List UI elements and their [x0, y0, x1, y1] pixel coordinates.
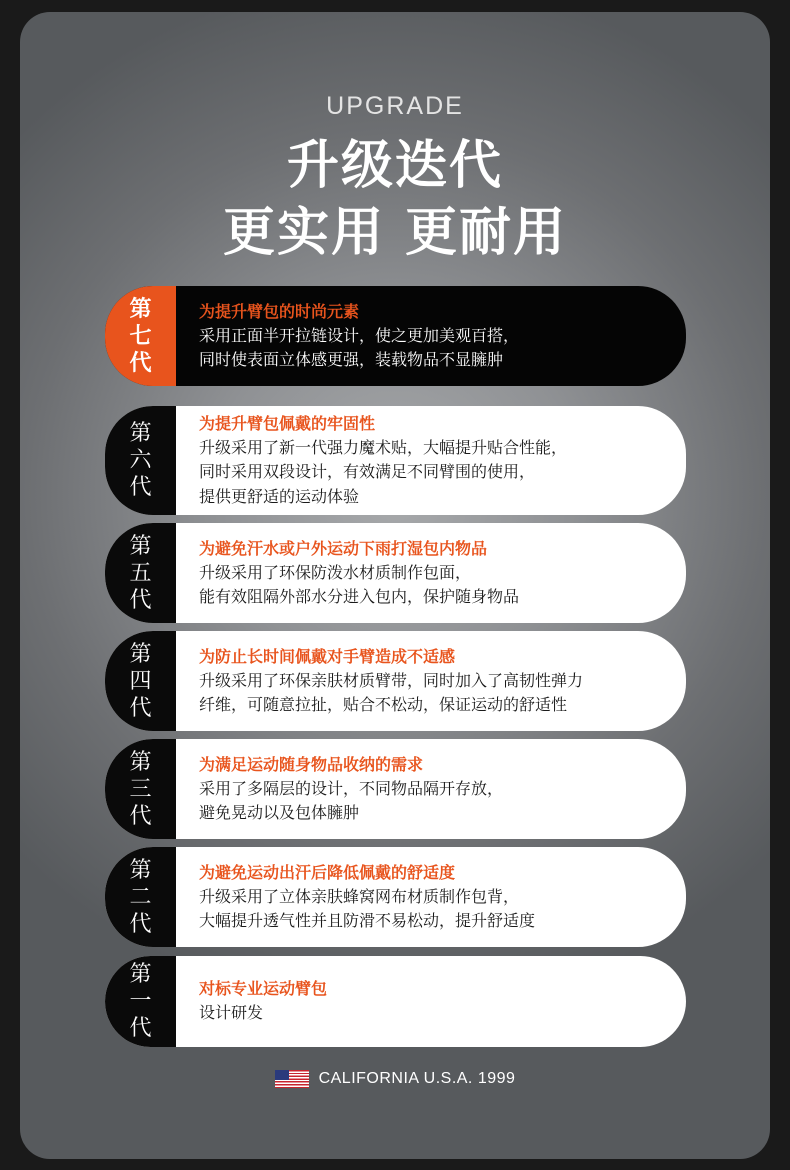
generation-card-1 — [105, 956, 686, 1047]
badge-char: 代 — [129, 911, 152, 937]
badge-char: 第 — [129, 749, 152, 775]
generation-desc-line: 大幅提升透气性并且防滑不易松动，提升舒适度 — [199, 911, 536, 930]
generation-desc-line: 采用了多隔层的设计，不同物品隔开存放， — [199, 778, 504, 798]
generation-desc-line: 能有效阻隔外部水分进入包内，保护随身物品 — [199, 587, 520, 606]
badge-char: 三 — [129, 776, 152, 802]
generation-heading: 对标专业运动臂包 — [199, 979, 328, 999]
generation-desc-line: 避免晃动以及包体臃肿 — [199, 803, 360, 822]
badge-char: 代 — [129, 1016, 152, 1041]
badge-char: 一 — [129, 989, 152, 1014]
generation-desc-line: 纤维，可随意拉扯，贴合不松动，保证运动的舒适性 — [199, 695, 568, 714]
generation-desc-line: 升级采用了立体亲肤蜂窝网布材质制作包背， — [199, 886, 520, 906]
generation-card-3 — [105, 739, 686, 839]
generation-desc-line: 提供更舒适的运动体验 — [199, 486, 360, 506]
generation-body — [176, 406, 567, 515]
generation-desc-line: 采用正面半开拉链设计，使之更加美观百搭， — [199, 325, 520, 345]
generation-card-6 — [105, 406, 686, 515]
generation-badge — [105, 523, 176, 623]
generation-badge — [105, 286, 176, 386]
generation-heading: 为避免汗水或户外运动下雨打湿包内物品 — [199, 538, 488, 558]
generation-body — [176, 523, 519, 623]
upgrade-poster — [20, 12, 770, 1159]
brand-footer — [20, 1070, 770, 1088]
badge-char: 代 — [129, 803, 152, 829]
eyebrow-label: UPGRADE — [326, 92, 464, 120]
generation-card-2 — [105, 847, 686, 947]
badge-char: 第 — [129, 641, 152, 667]
generation-body — [176, 286, 519, 386]
generation-body — [176, 739, 503, 839]
generation-desc-line: 同时采用双段设计，有效满足不同臂围的使用， — [199, 462, 536, 482]
generation-heading: 为提升臂包的时尚元素 — [199, 301, 360, 321]
badge-char: 第 — [129, 962, 152, 987]
badge-char: 第 — [129, 421, 152, 446]
generation-card-7 — [105, 286, 686, 386]
generation-desc-line: 设计研发 — [199, 1003, 264, 1023]
generation-heading: 为满足运动随身物品收纳的需求 — [199, 754, 424, 774]
generation-body — [176, 631, 583, 731]
badge-char: 代 — [129, 695, 152, 721]
generation-body — [176, 847, 535, 947]
flag-canton — [275, 1070, 289, 1080]
page-title-line1: 升级迭代 — [286, 136, 503, 196]
generation-desc-line: 升级采用了环保亲肤材质臂带，同时加入了高韧性弹力 — [199, 670, 584, 690]
badge-char: 第 — [129, 296, 152, 322]
generation-heading: 为提升臂包佩戴的牢固性 — [199, 413, 376, 433]
badge-char: 六 — [129, 448, 152, 473]
generation-badge — [105, 631, 176, 731]
badge-char: 第 — [129, 857, 152, 883]
generation-heading: 为防止长时间佩戴对手臂造成不适感 — [199, 646, 456, 666]
generation-badge — [105, 847, 176, 947]
generation-desc-line: 升级采用了新一代强力魔术贴，大幅提升贴合性能， — [199, 437, 568, 457]
generation-badge — [105, 406, 176, 515]
badge-char: 四 — [129, 668, 152, 694]
generation-card-5 — [105, 523, 686, 623]
badge-char: 代 — [129, 350, 152, 376]
us-flag-icon — [275, 1070, 309, 1088]
badge-char: 二 — [129, 884, 152, 910]
generation-badge — [105, 956, 176, 1047]
badge-char: 五 — [129, 560, 152, 586]
badge-char: 第 — [129, 533, 152, 559]
badge-char: 代 — [129, 587, 152, 613]
footer-text: CALIFORNIA U.S.A. 1999 — [318, 1070, 516, 1087]
generation-badge — [105, 739, 176, 839]
badge-char: 代 — [129, 475, 152, 500]
generation-desc-line: 同时使表面立体感更强，装载物品不显臃肿 — [199, 350, 504, 369]
badge-char: 七 — [129, 323, 152, 349]
generation-card-4 — [105, 631, 686, 731]
generation-heading: 为避免运动出汗后降低佩戴的舒适度 — [199, 862, 456, 882]
page-title-line2: 更实用 更耐用 — [222, 203, 568, 263]
generation-desc-line: 升级采用了环保防泼水材质制作包面， — [199, 562, 472, 582]
generation-body — [176, 956, 327, 1047]
